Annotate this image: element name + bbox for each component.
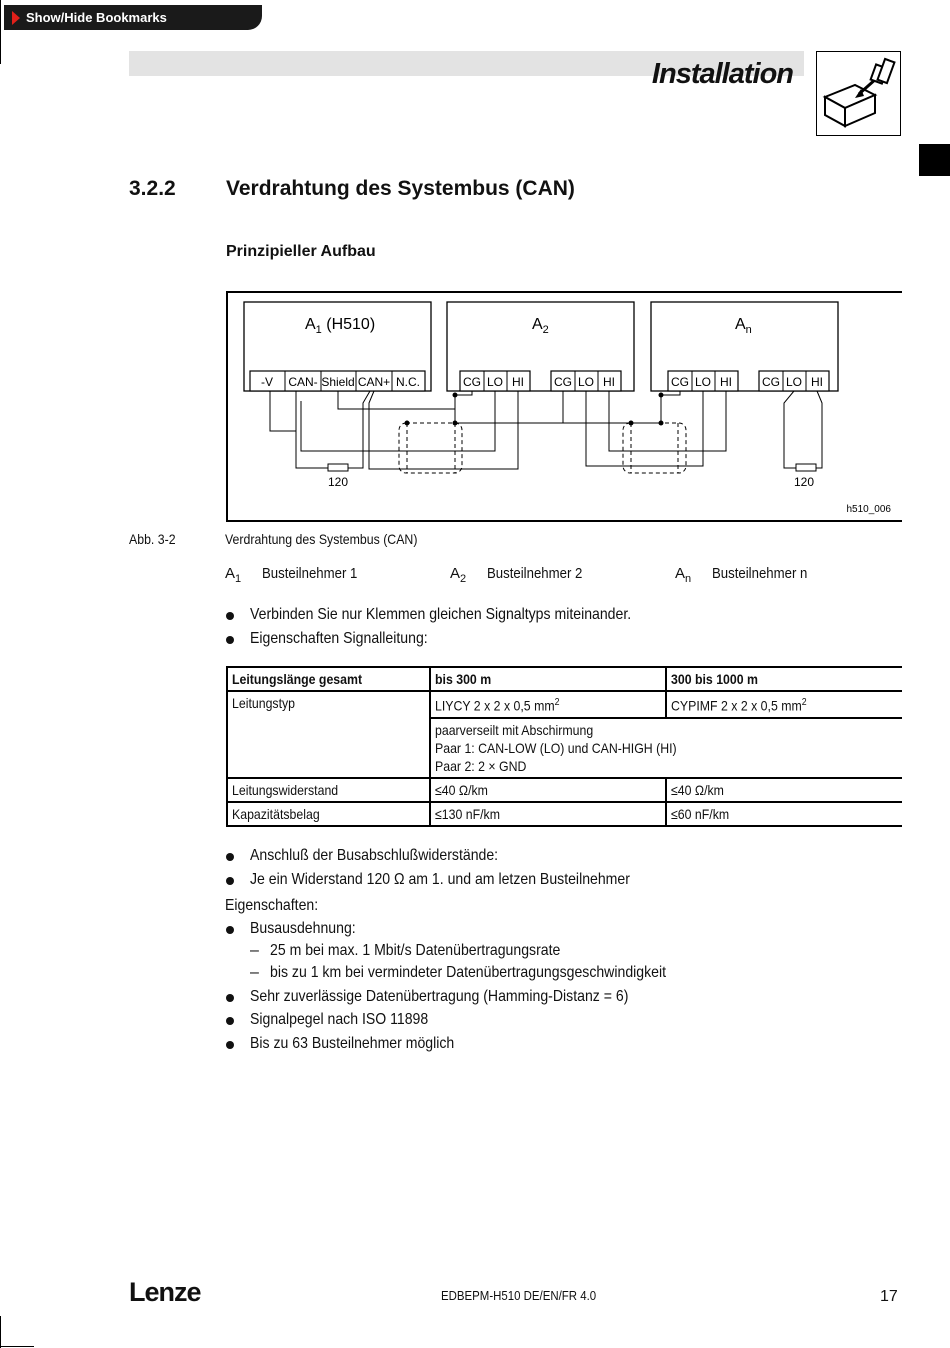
- terminal-label: CAN-: [288, 375, 318, 389]
- resistor-right: [796, 464, 816, 471]
- terminal-label: HI: [811, 375, 823, 389]
- dash-icon: –: [250, 964, 259, 981]
- terminal-label: CG: [554, 375, 572, 389]
- bullet-text: Anschluß der Busabschlußwiderstände:: [250, 847, 499, 864]
- table-cell: ≤40 Ω/km: [666, 778, 902, 802]
- triangle-right-icon: [12, 11, 20, 25]
- terminal-label: CG: [671, 375, 689, 389]
- module-a1-label: $A_1$ (H510): [305, 316, 376, 336]
- subheading: Prinzipieller Aufbau: [226, 243, 376, 260]
- legend-text: Busteilnehmer 2: [487, 565, 583, 582]
- resistor-left: [328, 464, 348, 471]
- show-hide-bookmarks-button[interactable]: [4, 5, 262, 30]
- terminal-label: LO: [694, 375, 712, 389]
- legend-symbol: $A_1$: [225, 565, 242, 585]
- bullet-icon: [226, 1041, 234, 1049]
- table-cell: Leitungswiderstand: [227, 778, 430, 802]
- bullet-icon: [226, 1017, 234, 1025]
- figure-number: Abb. 3-2: [129, 531, 176, 547]
- terminal-label: Shield: [321, 375, 355, 389]
- legend-text: Busteilnehmer n: [712, 565, 808, 582]
- dash-text: bis zu 1 km bei vermindeter Datenübertragungsgeschwindigkeit: [270, 964, 667, 981]
- page-number: 17: [880, 1288, 898, 1305]
- bullet-icon: [226, 853, 234, 861]
- figure-id: h510_006: [846, 504, 891, 515]
- bullet-icon: [226, 612, 234, 620]
- table-cell: LIYCY 2 x 2 x 0,5 $mm^2$: [430, 691, 666, 718]
- chapter-title: Installation: [651, 58, 793, 90]
- table-cell: ≤130 nF/km: [430, 802, 666, 826]
- terminal-label: N.C.: [396, 375, 420, 389]
- bullet-icon: [226, 877, 234, 885]
- document-id: EDBEPM-H510 DE/EN/FR 4.0: [441, 1288, 597, 1303]
- legend-symbol: $A_2$: [450, 565, 467, 585]
- legend-symbol: $A_n$: [675, 565, 692, 585]
- wiring-diagram: [226, 291, 902, 522]
- bullet-icon: [226, 994, 234, 1002]
- bullet-text: Busausdehnung:: [250, 920, 356, 937]
- crop-mark: [0, 0, 1, 64]
- figure-caption: Verdrahtung des Systembus (CAN): [225, 531, 418, 547]
- terminal-label: CG: [762, 375, 780, 389]
- bullet-text: Eigenschaften Signalleitung:: [250, 630, 428, 647]
- resistor-label-right: 120: [793, 475, 815, 489]
- terminal-label: CG: [463, 375, 481, 389]
- table-cell: Leitungslänge gesamt: [227, 667, 430, 691]
- table-row: [227, 667, 902, 691]
- dash-text: 25 m bei max. 1 Mbit/s Datenübertragungsrate: [270, 942, 561, 959]
- signal-line-table: [226, 666, 902, 827]
- bullet-text: Bis zu 63 Busteilnehmer möglich: [250, 1035, 455, 1052]
- legend-text: Busteilnehmer 1: [262, 565, 358, 582]
- table-cell: bis 300 m: [430, 667, 666, 691]
- table-cell: paarverseilt mit Abschirmung Paar 1: CAN-LOW (LO) und CAN-HIGH (HI) Paar 2: 2 × GND: [430, 718, 902, 778]
- bullet-text: Signalpegel nach ISO 11898: [250, 1011, 429, 1028]
- section-number: 3.2.2: [129, 177, 176, 200]
- terminal-label: LO: [577, 375, 595, 389]
- table-cell: ≤60 nF/km: [666, 802, 902, 826]
- table-cell: Kapazitätsbelag: [227, 802, 430, 826]
- properties-label: Eigenschaften:: [225, 897, 319, 914]
- module-a2-label: $A_2$: [532, 316, 549, 336]
- table-cell: CYPIMF 2 x 2 x 0,5 $mm^2$: [666, 691, 902, 718]
- dash-icon: –: [250, 942, 259, 959]
- bullet-text: Sehr zuverlässige Datenübertragung (Hamming-Distanz = 6): [250, 988, 629, 1005]
- bullet-text: Verbinden Sie nur Klemmen gleichen Signaltyps miteinander.: [250, 606, 632, 623]
- terminal-label: LO: [486, 375, 504, 389]
- crop-mark: [0, 1346, 34, 1347]
- chapter-tab-marker: [919, 144, 950, 176]
- terminal-label: CAN+: [357, 375, 391, 389]
- lenze-logo: Lenze: [129, 1277, 201, 1307]
- table-row: [227, 778, 902, 802]
- terminal-label: LO: [785, 375, 803, 389]
- table-cell: ≤40 Ω/km: [430, 778, 666, 802]
- installation-icon: [816, 51, 901, 136]
- bullet-icon: [226, 926, 234, 934]
- terminal-label: HI: [720, 375, 732, 389]
- table-cell: 300 bis 1000 m: [666, 667, 902, 691]
- terminal-label: HI: [603, 375, 615, 389]
- table-cell: Leitungstyp: [227, 691, 430, 778]
- bullet-icon: [226, 636, 234, 644]
- section-title: Verdrahtung des Systembus (CAN): [226, 177, 575, 200]
- crop-mark: [0, 1316, 1, 1348]
- bookmarks-label: Show/Hide Bookmarks: [26, 10, 167, 25]
- terminal-label: -V: [261, 375, 273, 389]
- bullet-text: Je ein Widerstand 120 Ω am 1. und am letzen Busteilnehmer: [250, 871, 630, 888]
- table-row: [227, 802, 902, 826]
- resistor-label-left: 120: [327, 475, 349, 489]
- module-an-label: $A_n$: [735, 316, 752, 336]
- terminal-label: HI: [512, 375, 524, 389]
- table-row: [227, 691, 902, 718]
